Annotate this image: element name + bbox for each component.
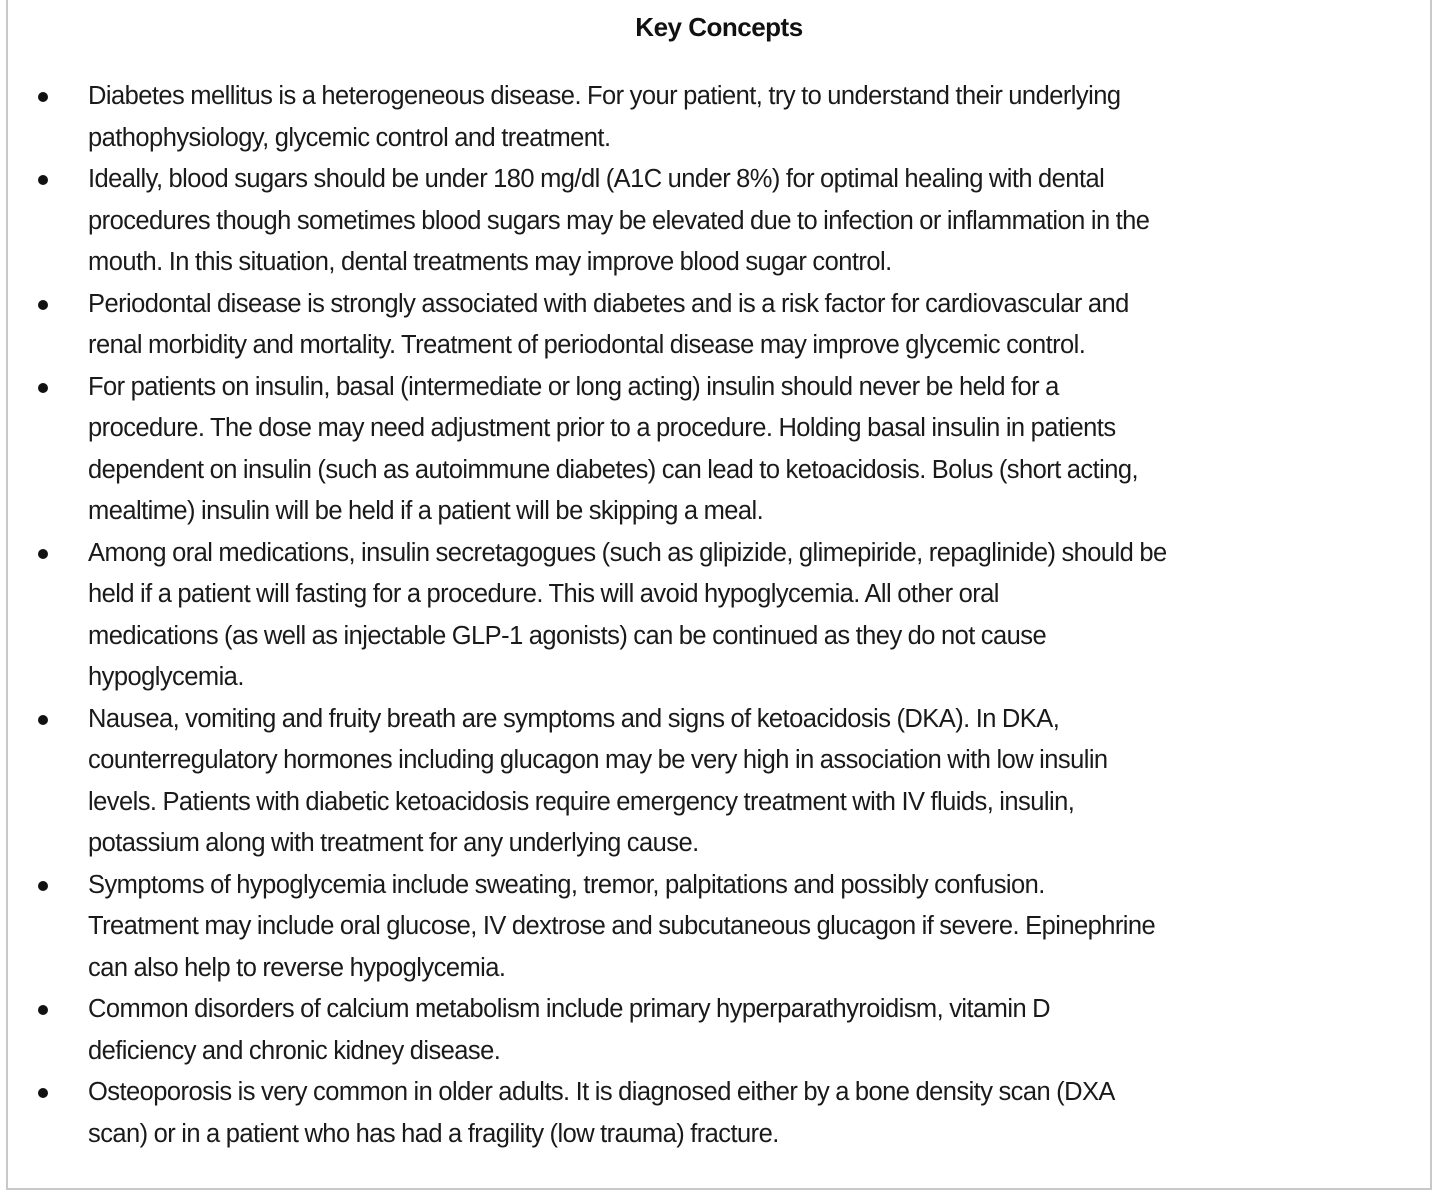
- list-item-text: Common disorders of calcium metabolism include primary hyperparathyroidism, vitamin D deficiency and chronic kidney disease.: [88, 995, 1051, 1065]
- list-item: [32, 76, 1424, 159]
- list-item-text: Nausea, vomiting and fruity breath are symptoms and signs of ketoacidosis (DKA). In DKA, counterregulatory hormones including glucagon may be very high in association with low insulin levels. Patients with diabetic ketoacidosis require emergency treatment with IV fluids, insulin, potassium along with treatment for any underlying cause.: [88, 704, 1108, 857]
- list-item-text: Ideally, blood sugars should be under 180 mg/dl (A1C under 8%) for optimal healing with dental procedures though sometimes blood sugars may be elevated due to infection or inflammation in the mouth. In this situation, dental treatments may improve blood sugar control.: [88, 165, 1150, 276]
- list-item-text: Symptoms of hypoglycemia include sweating, tremor, palpitations and possibly confusion. Treatment may include oral glucose, IV dextrose and subcutaneous glucagon if severe. Epinephrine can also help to reverse hypoglycemia.: [88, 870, 1156, 982]
- list-item-text: Diabetes mellitus is a heterogeneous disease. For your patient, try to understand their underlying pathophysiology, glycemic control and treatment.: [88, 82, 1121, 152]
- list-item: [32, 159, 1424, 284]
- list-item: [32, 865, 1424, 990]
- bullet-icon: [38, 715, 48, 725]
- bullet-icon: [38, 549, 48, 559]
- list-item: [32, 284, 1424, 367]
- document-page: [6, 0, 1432, 1190]
- list-item: [32, 989, 1424, 1072]
- bullet-icon: [38, 92, 48, 102]
- list-item-text: Osteoporosis is very common in older adults. It is diagnosed either by a bone density scan (DXA scan) or in a patient who has had a fragility (low trauma) fracture.: [88, 1078, 1115, 1148]
- list-item-text: Among oral medications, insulin secretagogues (such as glipizide, glimepiride, repaglinide) should be held if a patient will fasting for a procedure. This will avoid hypoglycemia. All other oral medications (as well as injectable GLP-1 agonists) can be continued as they do not cause hypoglycemia.: [88, 538, 1167, 691]
- list-item-text: Periodontal disease is strongly associated with diabetes and is a risk factor for cardiovascular and renal morbidity and mortality. Treatment of periodontal disease may improve glycemic control.: [88, 289, 1129, 359]
- list-item-text: For patients on insulin, basal (intermediate or long acting) insulin should never be held for a procedure. The dose may need adjustment prior to a procedure. Holding basal insulin in patients dependent on insulin (such as autoimmune diabetes) can lead to ketoacidosis. Bolus (short acting, mealtime) insulin will be held if a patient will be skipping a meal.: [88, 372, 1139, 525]
- bullet-icon: [38, 300, 48, 310]
- bullet-icon: [38, 383, 48, 393]
- bullet-icon: [38, 881, 48, 891]
- list-item: [32, 367, 1424, 533]
- bullet-icon: [38, 175, 48, 185]
- list-item: [32, 1072, 1424, 1155]
- bullet-icon: [38, 1005, 48, 1015]
- document-title: Key Concepts: [635, 12, 803, 42]
- list-item: [32, 699, 1424, 865]
- key-concepts-list: [32, 76, 1424, 1155]
- bullet-icon: [38, 1088, 48, 1098]
- list-item: [32, 533, 1424, 699]
